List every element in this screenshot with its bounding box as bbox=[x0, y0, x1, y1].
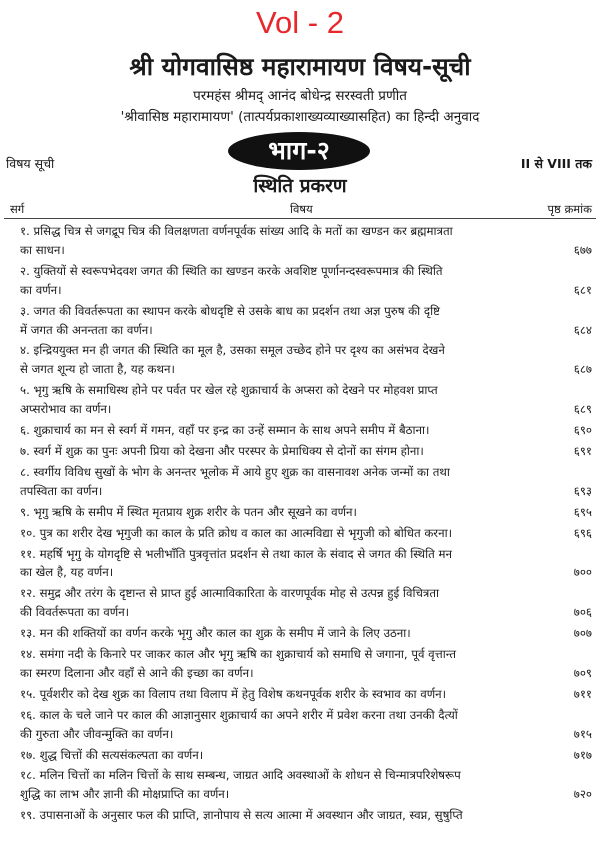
entry-row bbox=[0, 806, 600, 825]
entry-text: १७. शुद्ध चित्तों की सत्यसंकल्पता का वर्णन। bbox=[20, 747, 204, 762]
entry-page-number: ६८४ bbox=[573, 322, 592, 337]
entry-text: १३. मन की शक्तियों का वर्णन करके भृगु और काल का शुक्र के समीप में जाने के लिए उठना। bbox=[20, 626, 411, 641]
section-title: स्थिति प्रकरण bbox=[253, 175, 347, 197]
contents-label: विषय सूची bbox=[6, 156, 55, 171]
subject-column-header: विषय bbox=[290, 202, 313, 216]
entry-page-number: ७०७ bbox=[573, 626, 592, 641]
entry-page-number: ७०९ bbox=[573, 665, 592, 680]
translation-line: 'श्रीवासिष्ठ महारामायण' (तात्पर्यप्रकाशाख्यव्याख्यासहित) का हिन्दी अनुवाद bbox=[120, 109, 480, 125]
part-badge: भाग-२ bbox=[228, 132, 370, 170]
entry-page-number: ६८७ bbox=[573, 362, 592, 377]
entry-page-number: ६८९ bbox=[573, 402, 592, 417]
volume-label: Vol - 2 bbox=[256, 5, 344, 40]
entry-page-number: ६९० bbox=[573, 423, 592, 438]
entry-text: ११. महर्षि भृगु के योगदृष्टि से भलीभाँति पुत्रवृत्तांत प्रदर्शन से तथा काल के संवाद से जगत की स्थिति मन bbox=[20, 546, 452, 561]
entry-row bbox=[0, 584, 600, 622]
entry-row bbox=[0, 222, 600, 260]
entry-text: ६. शुक्राचार्य का मन से स्वर्ग में गमन, वहाँ पर इन्द्र का उन्हें सम्मान के साथ अपने समीप में बैठाना। bbox=[20, 423, 430, 438]
entry-row bbox=[0, 442, 600, 461]
entry-text: का साधन। bbox=[20, 242, 65, 257]
entry-page-number: ७१७ bbox=[573, 747, 592, 762]
entry-page-number: ६९५ bbox=[573, 504, 592, 519]
entry-row bbox=[0, 685, 600, 704]
column-headers bbox=[0, 201, 600, 217]
entry-row bbox=[0, 302, 600, 340]
entry-text: की विवर्तरूपता का वर्णन। bbox=[20, 605, 130, 620]
entry-text: १९. उपासनाओं के अनुसार फल की प्राप्ति, ज्ञानोपाय से सत्य आत्मा में अवस्थान और जाग्रत, स्वप्न, सुषुप्ति bbox=[20, 808, 463, 823]
entry-row bbox=[0, 463, 600, 501]
entry-text: ९. भृगु ऋषि के समीप में स्थित मृतप्राय शुक्र शरीर के पतन और सूखने का वर्णन। bbox=[20, 504, 357, 519]
entry-page-number: ७११ bbox=[573, 686, 592, 701]
entry-row bbox=[0, 645, 600, 683]
sarga-column-header: सर्ग bbox=[10, 202, 25, 216]
entry-text: का वर्णन। bbox=[20, 282, 62, 297]
entry-text: १२. समुद्र और तरंग के दृष्टान्त से प्राप्त हुई आत्माविकारिता के वारणपूर्वक मोह से उत्पन्न हुई विचित्रता bbox=[20, 586, 440, 601]
entry-row bbox=[0, 381, 600, 419]
entry-row bbox=[0, 766, 600, 804]
entry-text: १०. पुत्र का शरीर देख भृगुजी का काल के प्रति क्रोध व काल का आत्मविद्या से भृगुजी को बोधित करना। bbox=[20, 525, 453, 540]
entry-text: अप्सरोभाव का वर्णन। bbox=[20, 402, 112, 417]
range-label: II से VIII तक bbox=[520, 156, 592, 171]
entry-row bbox=[0, 341, 600, 379]
entry-text: की गुरुता और जीवन्मुक्ति का वर्णन। bbox=[20, 726, 174, 741]
entry-list bbox=[0, 222, 600, 827]
entry-text: ४. इन्द्रिययुक्त मन ही जगत की स्थिति का मूल है, उसका समूल उच्छेद होने पर दृश्य का असंभव देखने bbox=[20, 343, 445, 358]
entry-text: २. युक्तियों से स्वरूपभेदवश जगत की स्थिति का खण्डन करके अवशिष्ट पूर्णानन्दस्वरूपमात्र की स्थिति bbox=[20, 263, 443, 278]
entry-row bbox=[0, 746, 600, 765]
author-line: परमहंस श्रीमद् आनंद बोधेन्द्र सरस्वती प्रणीत bbox=[193, 88, 407, 104]
entry-text: से जगत शून्य हो जाता है, यह कथन। bbox=[20, 362, 175, 377]
entry-text: १५. पूर्वशरीर को देख शुक्र का विलाप तथा विलाप में हेतु विशेष कथनपूर्वक शरीर के स्वभाव का वर्णन। bbox=[20, 686, 447, 701]
entry-row bbox=[0, 624, 600, 643]
entry-text: १८. मलिन चित्तों का मलिन चित्तों के साथ सम्बन्ध, जाग्रत आदि अवस्थाओं के शोधन से चिन्मात्रपरिशेषरूप bbox=[20, 768, 461, 783]
entry-row bbox=[0, 545, 600, 583]
entry-text: १६. काल के चले जाने पर काल की आज्ञानुसार शुक्राचार्य का अपने शरीर में प्रवेश करना तथा उनकी दैत्यों bbox=[20, 707, 458, 722]
entry-page-number: ६८१ bbox=[573, 282, 592, 297]
entry-text: का स्मरण दिलाना और वहाँ से आने की इच्छा का वर्णन। bbox=[20, 665, 254, 680]
entry-text: ३. जगत की विवर्तरूपता का स्थापन करके बोधदृष्टि से उसके बाध का प्रदर्शन तथा अज्ञ पुरुष की दृष्टि bbox=[20, 303, 440, 318]
entry-text: ७. स्वर्ग में शुक्र का पुनः अपनी प्रिया को देखना और परस्पर के प्रेमाधिक्य से दोनों का संगम होना। bbox=[20, 443, 424, 458]
entry-page-number: ७०६ bbox=[573, 605, 592, 620]
entry-page-number: ६९६ bbox=[573, 525, 592, 540]
entry-page-number: ६९३ bbox=[573, 483, 592, 498]
entry-page-number: ७०० bbox=[573, 565, 592, 580]
header-divider bbox=[4, 218, 596, 219]
entry-text: ८. स्वर्गीय विविध सुखों के भोग के अनन्तर भूलोक में आये हुए शुक्र का वासनावश अनेक जन्मों का तथा bbox=[20, 464, 450, 479]
entry-text: शुद्धि का लाभ और ज्ञानी की मोक्षप्राप्ति का वर्णन। bbox=[20, 787, 230, 802]
entry-text: ५. भृगु ऋषि के समाधिस्थ होने पर पर्वत पर खेल रहे शुक्राचार्य के अप्सरा को देखने पर मोहवश प्राप्त bbox=[20, 383, 438, 398]
page-column-header: पृष्ठ क्रमांक bbox=[547, 202, 592, 216]
entry-text: का खेल है, यह वर्णन। bbox=[20, 565, 114, 580]
entry-row bbox=[0, 524, 600, 543]
entry-text: में जगत की अनन्तता का वर्णन। bbox=[20, 322, 153, 337]
entry-text: १४. समंगा नदी के किनारे पर जाकर काल और भृगु ऋषि का शुक्राचार्य को समाधि से जगाना, पूर्व वृत्तान्त bbox=[20, 647, 457, 662]
entry-row bbox=[0, 706, 600, 744]
entry-row bbox=[0, 503, 600, 522]
entry-page-number: ६७७ bbox=[573, 242, 592, 257]
entry-text: तपस्विता का वर्णन। bbox=[20, 483, 103, 498]
entry-text: १. प्रसिद्ध चित्र से जगद्रूप चित्र की विलक्षणता वर्णनपूर्वक सांख्य आदि के मतों का खण्डन कर ब्रह्ममात्रता bbox=[20, 224, 453, 238]
book-title: श्री योगवासिष्ठ महारामायण विषय-सूची bbox=[129, 52, 471, 81]
entry-row bbox=[0, 421, 600, 440]
entry-page-number: ७१५ bbox=[573, 726, 592, 741]
entry-page-number: ७२० bbox=[573, 787, 592, 802]
entry-row bbox=[0, 262, 600, 300]
entry-page-number: ६९१ bbox=[573, 443, 592, 458]
